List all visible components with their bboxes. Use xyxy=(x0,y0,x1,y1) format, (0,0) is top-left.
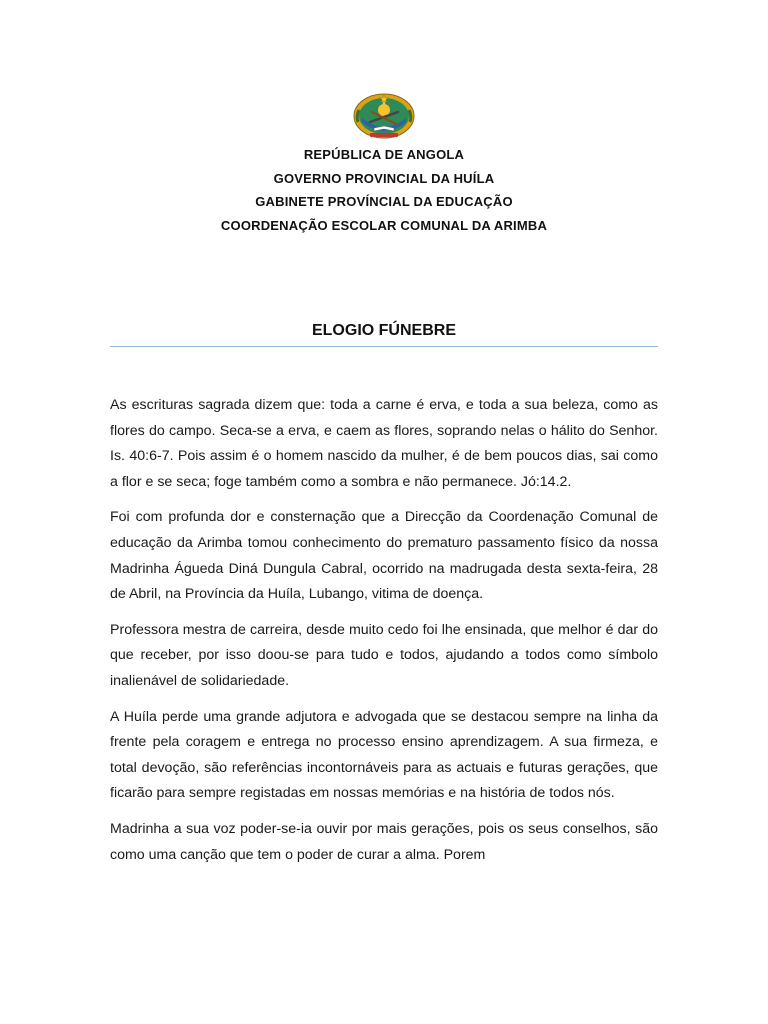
paragraph-legacy: A Huíla perde uma grande adjutora e advogada que se destacou sempre na linha da frente pela coragem e entrega no processo ensino aprendizagem. A sua firmeza, e total devoção, são referências incontornáveis para as actuais e futuras gerações, que ficarão para sempre registadas em nossas memórias e na história de todos nós. xyxy=(110,708,658,802)
title-divider xyxy=(110,346,658,347)
header-education-office: GABINETE PROVÍNCIAL DA EDUCAÇÃO xyxy=(255,194,513,209)
institution-header xyxy=(110,143,658,237)
header-provincial-government: GOVERNO PROVINCIAL DA HUÍLA xyxy=(273,170,495,186)
document-title: ELOGIO FÚNEBRE xyxy=(311,322,456,339)
paragraph-career: Professora mestra de carreira, desde muito cedo foi lhe ensinada, que melhor é dar do que receber, por isso doou-se para tudo e todos, ajudando a todos como símbolo inalienável de solidariedade. xyxy=(110,621,658,689)
paragraph-announcement: Foi com profunda dor e consternação que a Direcção da Coordenação Comunal de educação da Arimba tomou conhecimento do prematuro passamento físico da nossa Madrinha Águeda Diná Dungula Cabral, ocorrido na madrugada desta sexta-feira, 28 de Abril, na Província da Huíla, Lubango, vitima de doença. xyxy=(110,509,658,603)
header-republic: REPÚBLICA DE ANGOLA xyxy=(303,147,465,162)
angola-coat-of-arms-icon xyxy=(350,92,418,140)
header-school-coordination: COORDENAÇÃO ESCOLAR COMUNAL DA ARIMBA xyxy=(220,217,548,233)
paragraph-scripture: As escrituras sagrada dizem que: toda a carne é erva, e toda a sua beleza, como as flores do campo. Seca-se a erva, e caem as flores, soprando nelas o hálito do Senhor. Is. 40:6-7. Pois assim é o homem nascido da mulher, é de bem poucos dias, sai como a flor e se seca; foge também como a sombra e não permanece. Jó:14.2. xyxy=(110,397,658,490)
paragraph-voice: Madrinha a sua voz poder-se-ia ouvir por mais gerações, pois os seus conselhos, são como uma canção que tem o poder de curar a alma. Porem xyxy=(110,820,658,863)
document-body xyxy=(110,393,658,878)
